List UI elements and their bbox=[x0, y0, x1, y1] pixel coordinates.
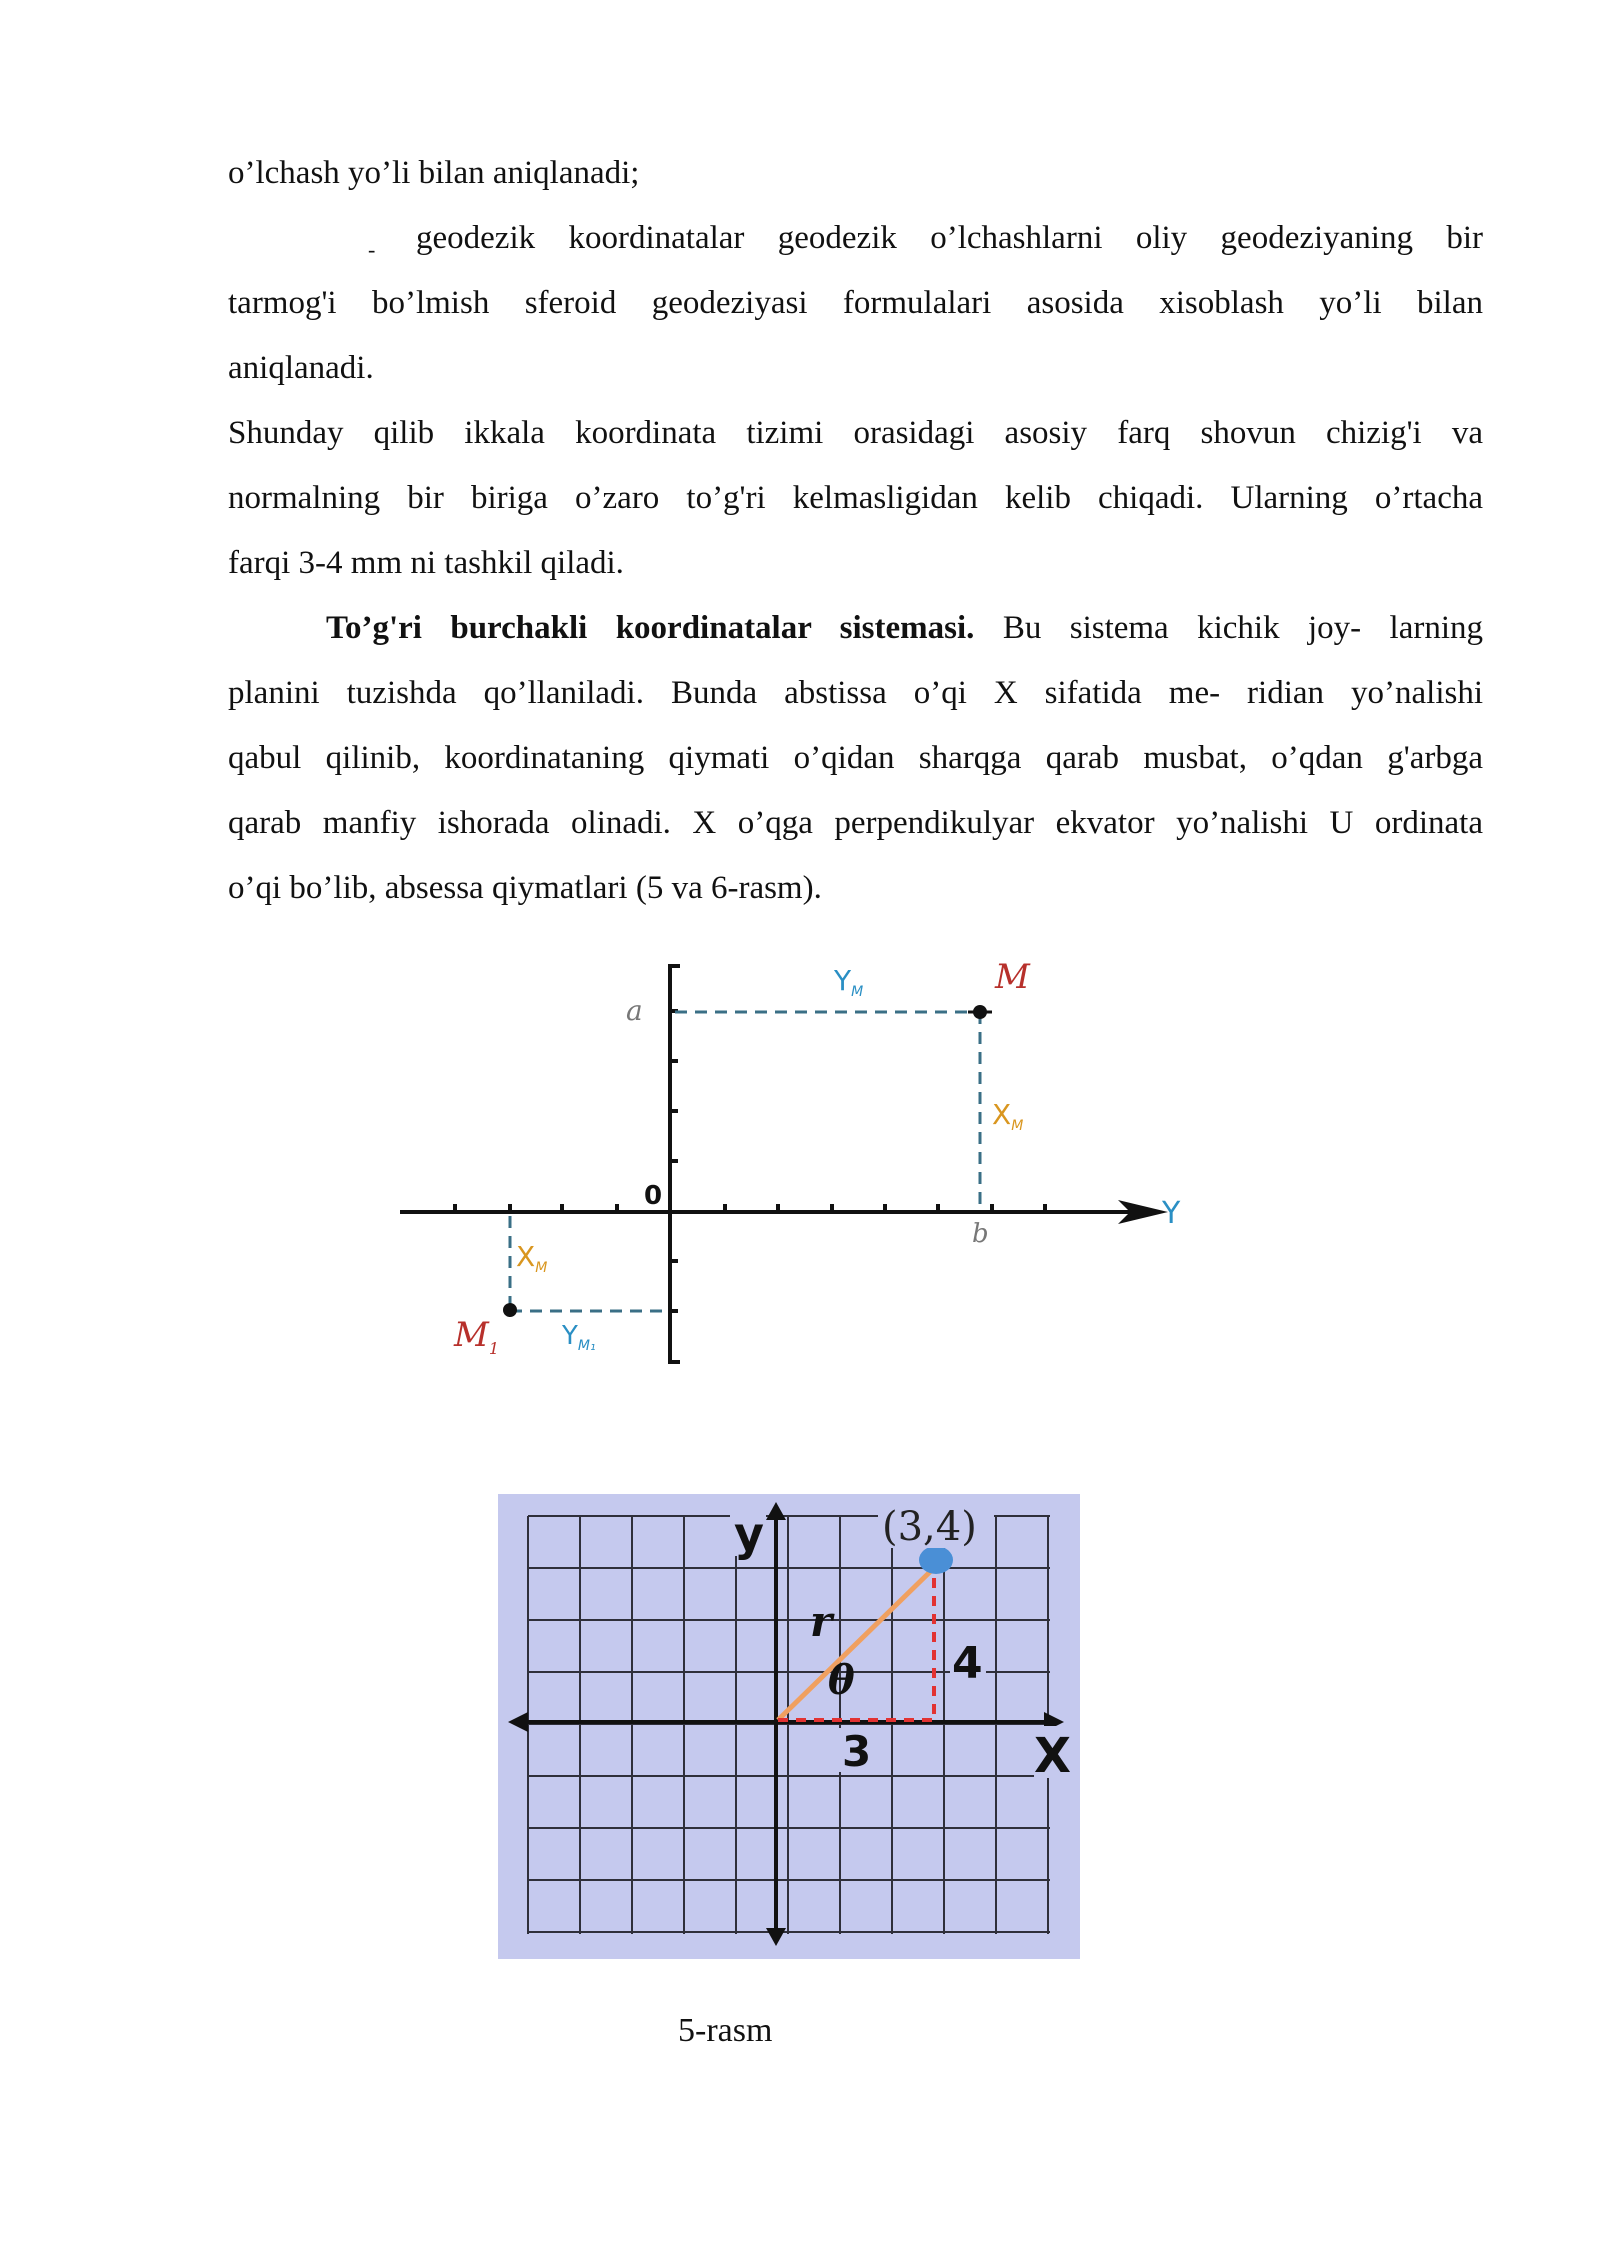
paragraph-line: farqi 3-4 mm ni tashkil qiladi. bbox=[228, 545, 624, 581]
figure-caption: 5-rasm bbox=[678, 2012, 773, 2049]
paragraph-line: qabul qilinib, koordinataning qiymati o’qidan sharqga qarab musbat, o’qdan g'arbga bbox=[228, 740, 1483, 776]
label-xm1 bbox=[516, 1240, 547, 1276]
label-ym-sub: M bbox=[851, 984, 864, 1000]
point-3-4 bbox=[919, 1546, 953, 1574]
paragraph-line: qarab manfiy ishorada olinadi. X o’qga perpendikulyar ekvator yo’nalishi U ordinata bbox=[228, 805, 1483, 841]
label-xm-main: X bbox=[992, 1098, 1012, 1131]
label-xm1-main: X bbox=[516, 1240, 536, 1273]
label-b: b bbox=[972, 1219, 989, 1249]
label-x: X bbox=[1034, 1728, 1072, 1784]
paragraph-line: tarmog'i bo’lmish sferoid geodeziyasi formulalari asosida xisoblash yo’li bilan bbox=[228, 285, 1483, 321]
label-ym1 bbox=[561, 1321, 596, 1354]
polar-coordinate-figure bbox=[498, 1494, 1080, 1959]
paragraph-line bbox=[326, 606, 1483, 650]
label-a: a bbox=[626, 994, 643, 1027]
label-m: M bbox=[995, 957, 1030, 997]
bullet-dash: - bbox=[368, 237, 376, 262]
label-origin: 0 bbox=[644, 1181, 663, 1211]
label-point: (3,4) bbox=[882, 1504, 977, 1550]
label-ym-main: Y bbox=[834, 964, 852, 997]
point-m1 bbox=[503, 1303, 517, 1317]
label-y: y bbox=[734, 1507, 764, 1561]
label-xm-sub: M bbox=[1011, 1118, 1024, 1134]
label-m1-sub: 1 bbox=[488, 1339, 500, 1358]
heading-rest: Bu sistema kichik joy- larning bbox=[974, 610, 1484, 646]
label-y-axis: Y bbox=[1162, 1196, 1181, 1231]
label-4: 4 bbox=[952, 1638, 983, 1689]
label-r: r bbox=[810, 1597, 833, 1646]
paragraph-line: planini tuzishda qo’llaniladi. Bunda abstissa o’qi X sifatida me- ridian yo’nalishi bbox=[228, 675, 1483, 711]
coordinate-system-figure bbox=[390, 948, 1210, 1378]
paragraph-line: normalning bir biriga o’zaro to’g'ri kelmasligidan kelib chiqadi. Ularning o’rtacha bbox=[228, 480, 1483, 516]
label-m1-main: M bbox=[454, 1315, 489, 1355]
paragraph-line: o’lchash yo’li bilan aniqlanadi; bbox=[228, 155, 640, 191]
label-theta: θ bbox=[828, 1657, 855, 1704]
paragraph-line: Shunday qilib ikkala koordinata tizimi orasidagi asosiy farq shovun chizig'i va bbox=[228, 415, 1483, 451]
label-ym1-sub: M₁ bbox=[577, 1338, 596, 1354]
label-ym1-main: Y bbox=[562, 1321, 578, 1351]
label-m1 bbox=[453, 1315, 499, 1358]
paragraph-line: geodezik koordinatalar geodezik o’lchashlarni oliy geodeziyaning bir bbox=[416, 220, 1483, 256]
projection-lines bbox=[510, 1012, 980, 1311]
label-ym bbox=[833, 964, 863, 1000]
section-heading: To’g'ri burchakli koordinatalar sistemasi. bbox=[326, 610, 975, 646]
paragraph-line: aniqlanadi. bbox=[228, 350, 374, 386]
label-xm1-sub: M bbox=[535, 1260, 548, 1276]
label-3: 3 bbox=[842, 1727, 872, 1776]
paragraph-line: o’qi bo’lib, absessa qiymatlari (5 va 6-rasm). bbox=[228, 870, 822, 906]
label-xm bbox=[992, 1098, 1023, 1134]
